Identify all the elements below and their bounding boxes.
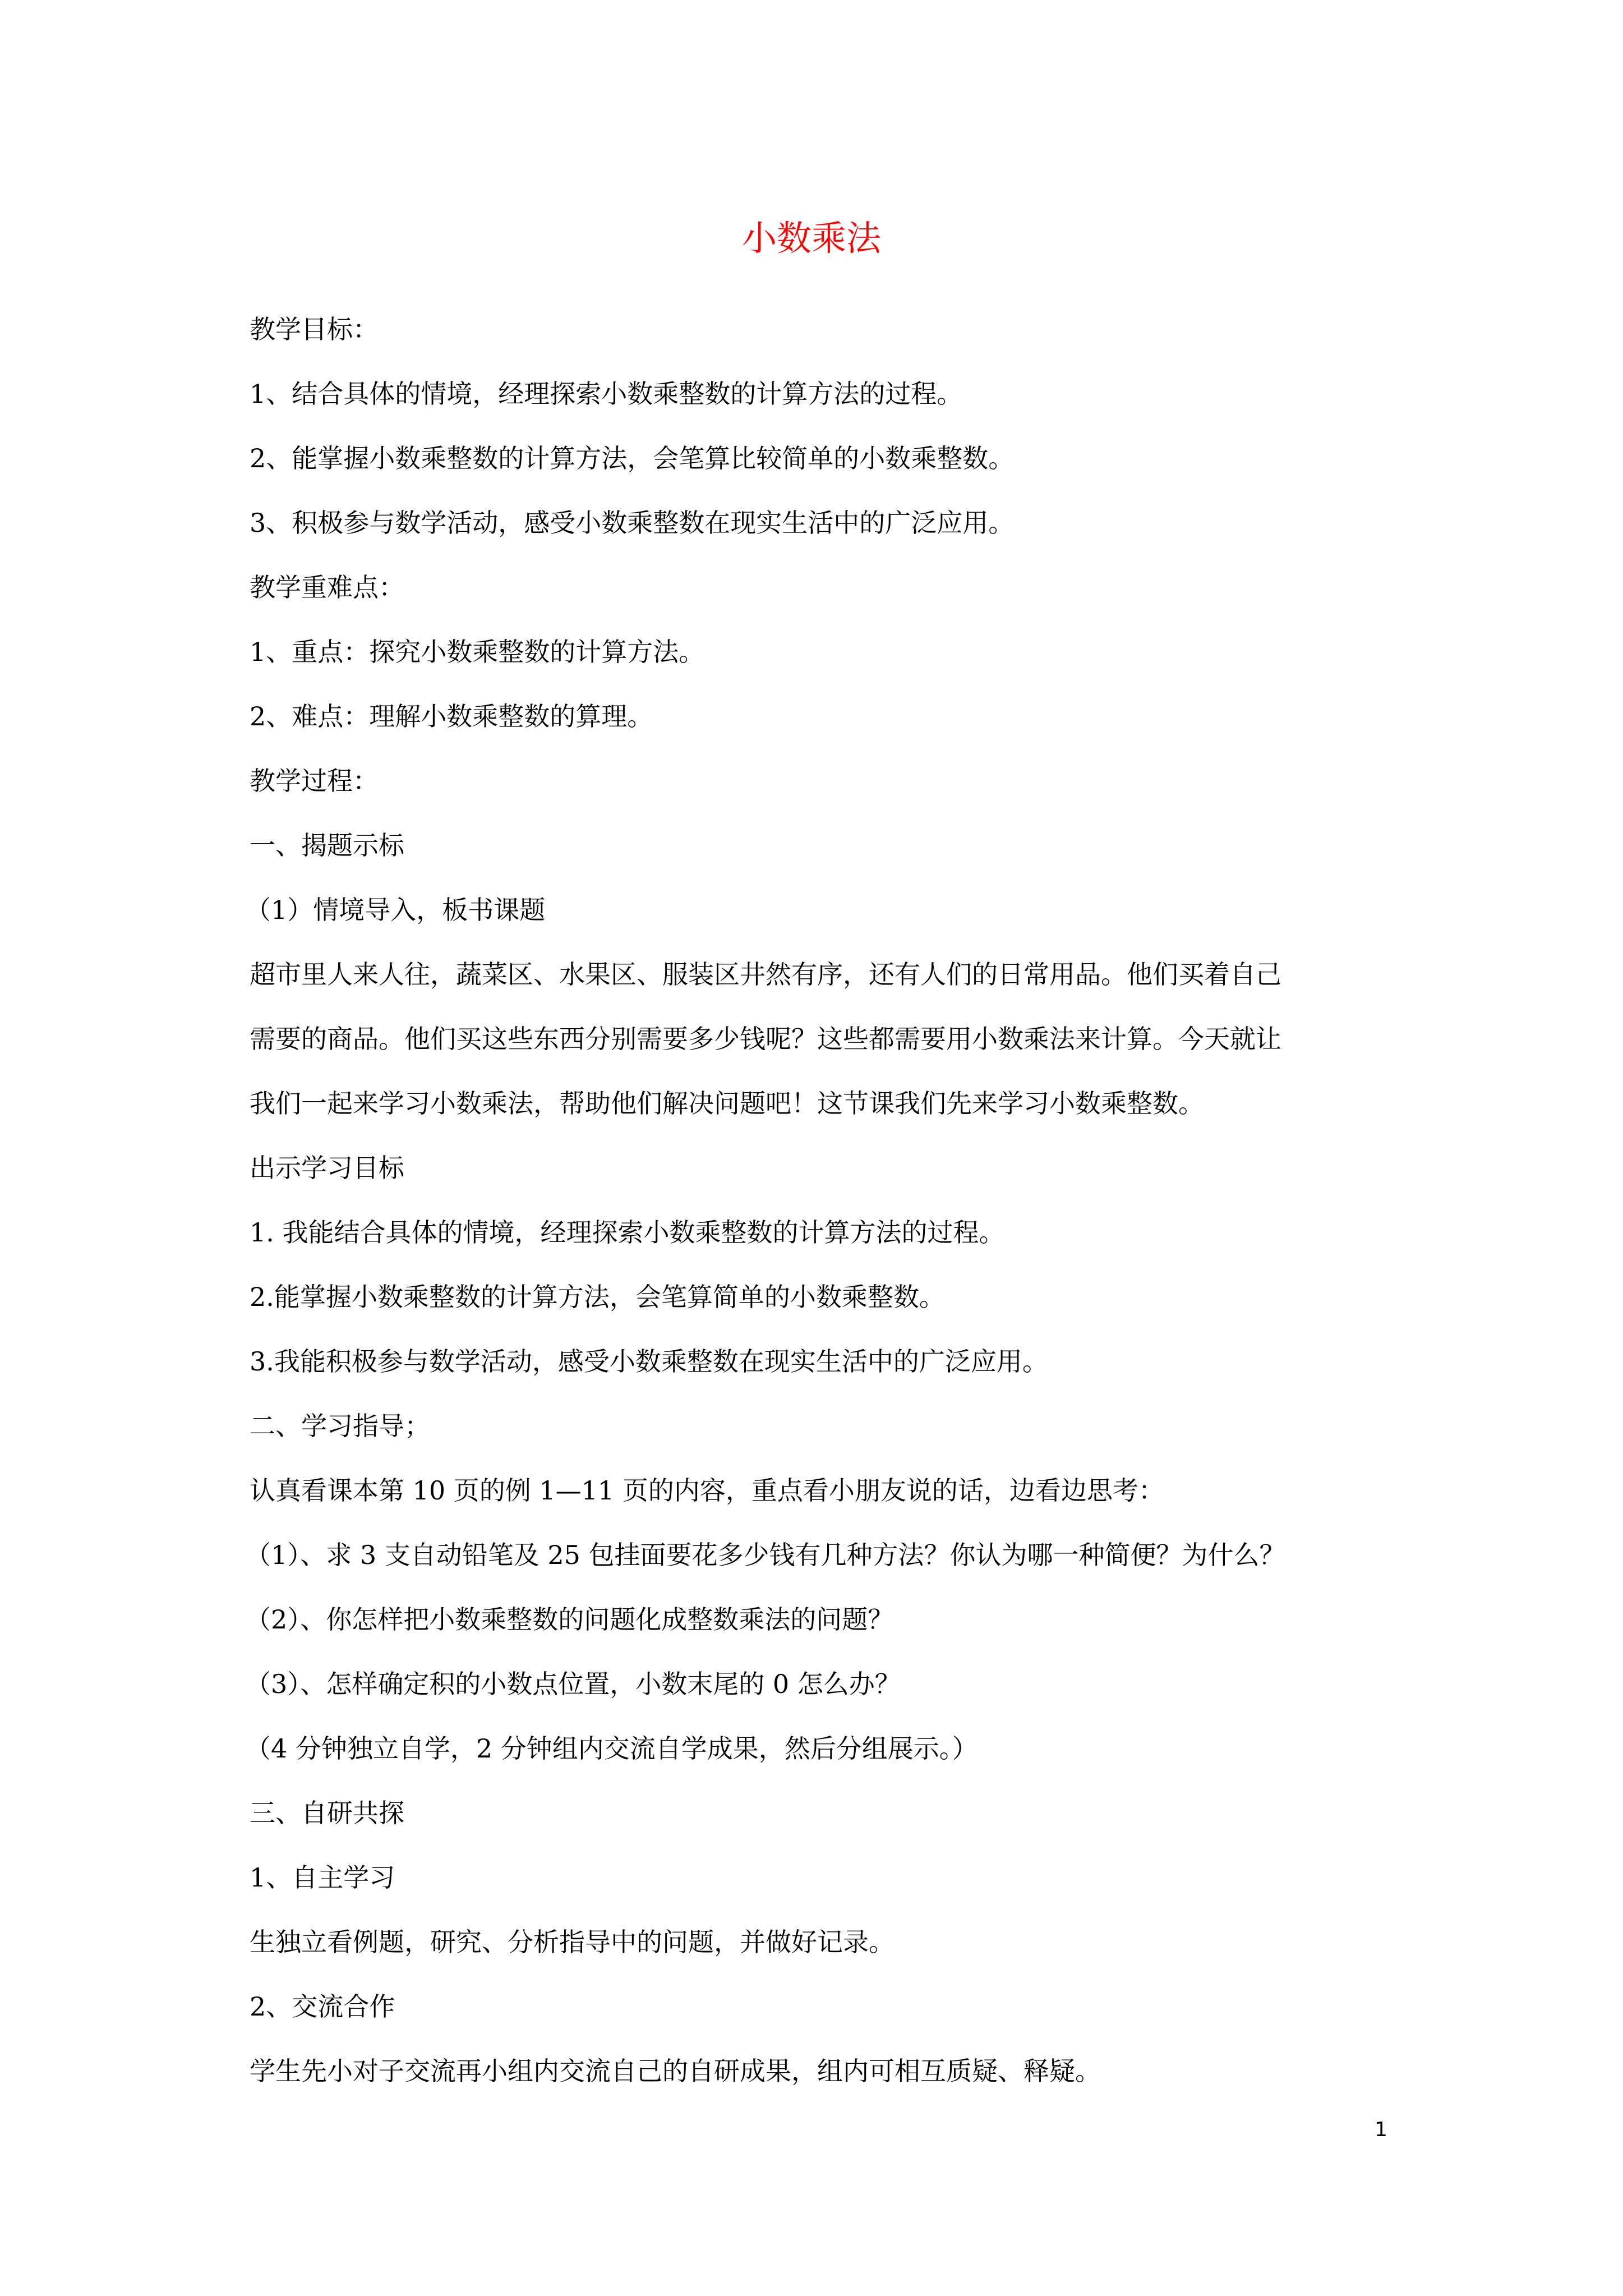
paragraph-line: 学生先小对子交流再小组内交流自己的自研成果，组内可相互质疑、释疑。 [250, 2056, 1101, 2086]
key-point-item: 1、重点：探究小数乘整数的计算方法。 [250, 637, 705, 667]
section-heading-key-points: 教学重难点： [250, 572, 404, 602]
section-heading-process: 教学过程： [250, 766, 379, 796]
learning-goal-item: 1. 我能结合具体的情境，经理探索小数乘整数的计算方法的过程。 [250, 1217, 1005, 1248]
sub-heading: 2、交流合作 [250, 1991, 395, 2022]
paragraph-line: 我们一起来学习小数乘法，帮助他们解决问题吧！这节课我们先来学习小数乘整数。 [250, 1088, 1204, 1119]
objective-item: 3、积极参与数学活动，感受小数乘整数在现实生活中的广泛应用。 [250, 508, 1015, 538]
guide-question: （1）、求 3 支自动铅笔及 25 包挂面要花多少钱有几种方法？你认为哪一种简便？为什么？ [245, 1540, 1285, 1570]
document-title: 小数乘法 [741, 218, 881, 259]
paragraph-line: 超市里人来人往，蔬菜区、水果区、服装区井然有序，还有人们的日常用品。他们买着自己 [250, 959, 1281, 990]
paragraph-line: 生独立看例题，研究、分析指导中的问题，并做好记录。 [250, 1927, 895, 1957]
paragraph-line: 认真看课本第 10 页的例 1—11 页的内容，重点看小朋友说的话，边看边思考： [250, 1475, 1164, 1506]
key-point-item: 2、难点：理解小数乘整数的算理。 [250, 701, 653, 731]
page-number: 1 [1375, 2118, 1387, 2141]
guide-note: （4 分钟独立自学，2 分钟组内交流自学成果，然后分组展示。） [245, 1733, 978, 1764]
objective-item: 1、结合具体的情境，经理探索小数乘整数的计算方法的过程。 [250, 379, 963, 409]
document-body [245, 297, 1394, 2104]
section-heading-objectives: 教学目标： [250, 314, 379, 344]
process-substep: （1）情境导入，板书课题 [245, 895, 546, 925]
sub-heading: 1、自主学习 [250, 1862, 395, 1893]
learning-goal-item: 2.能掌握小数乘整数的计算方法，会笔算简单的小数乘整数。 [250, 1282, 945, 1312]
paragraph-line: 需要的商品。他们买这些东西分别需要多少钱呢？这些都需要用小数乘法来计算。今天就让 [250, 1024, 1281, 1054]
learning-goal-item: 3.我能积极参与数学活动，感受小数乘整数在现实生活中的广泛应用。 [250, 1346, 1048, 1377]
learning-goals-heading: 出示学习目标 [250, 1153, 404, 1183]
process-step-heading: 二、学习指导； [250, 1411, 430, 1441]
process-step-heading: 三、自研共探 [250, 1798, 404, 1828]
guide-question: （2）、你怎样把小数乘整数的问题化成整数乘法的问题？ [245, 1604, 894, 1635]
guide-question: （3）、怎样确定积的小数点位置，小数末尾的 0 怎么办？ [245, 1669, 901, 1699]
process-step-heading: 一、揭题示标 [250, 830, 404, 861]
objective-item: 2、能掌握小数乘整数的计算方法，会笔算比较简单的小数乘整数。 [250, 443, 1015, 473]
